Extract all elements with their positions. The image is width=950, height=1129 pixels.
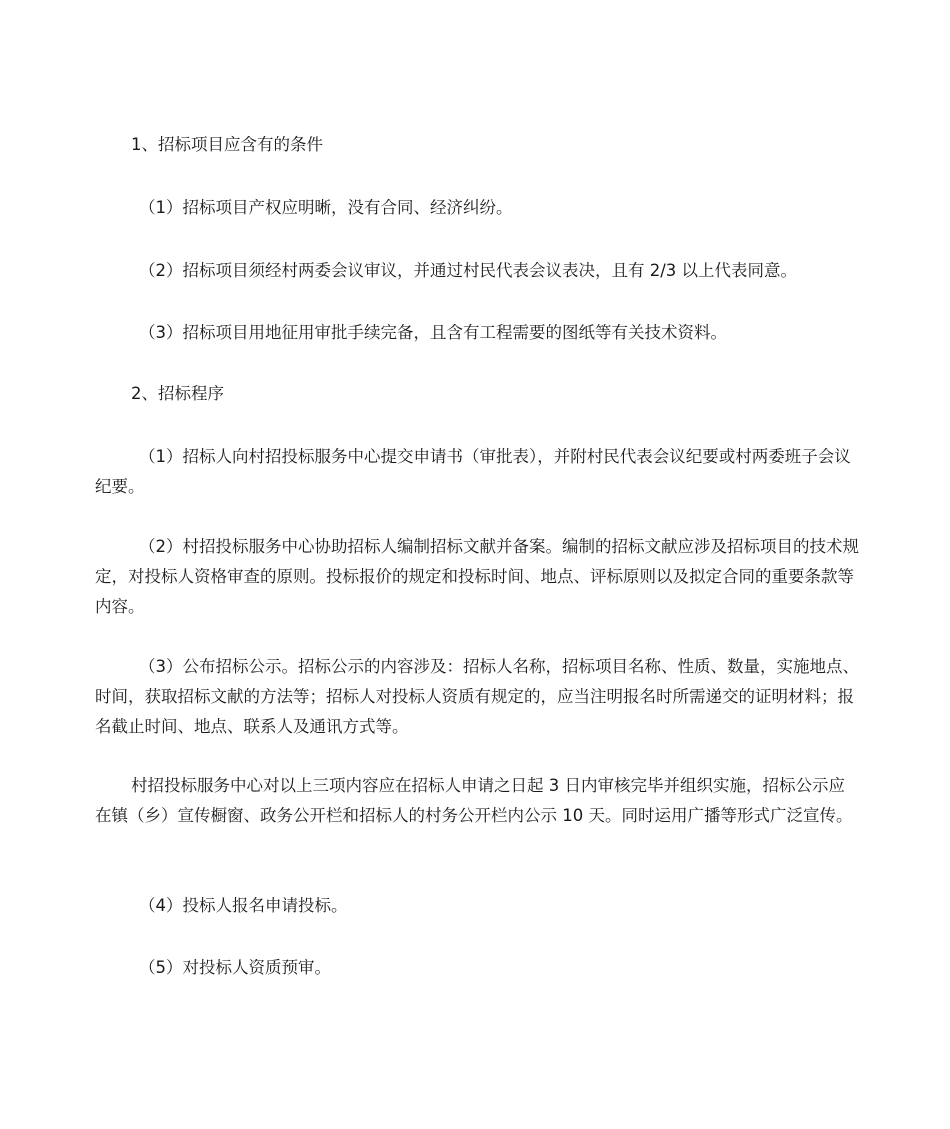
review-paragraph: 村招投标服务中心对以上三项内容应在招标人申请之日起 3 日内审核完毕并组织实施，招标公示应在镇（乡）宣传橱窗、政务公开栏和招标人的村务公开栏内公示 10 天。同时运用广播等形式广泛宣传。 xyxy=(95,776,853,825)
procedure-item-2: （2）村招投标服务中心协助招标人编制招标文献并备案。编制的招标文献应涉及招标项目的技术规定，对投标人资格审查的原则。投标报价的规定和投标时间、地点、评标原则以及拟定合同的重要条款等内容。 xyxy=(95,537,859,616)
procedure-item-1: （1）招标人向村招投标服务中心提交申请书（审批表），并附村民代表会议纪要或村两委班子会议纪要。 xyxy=(95,447,851,496)
condition-item-1: （1）招标项目产权应明晰，没有合同、经济纠纷。 xyxy=(139,198,513,217)
heading-bidding-procedure: 2、招标程序 xyxy=(131,384,224,403)
procedure-item-3: （3）公布招标公示。招标公示的内容涉及：招标人名称，招标项目名称、性质、数量，实施地点、时间，获取招标文献的方法等；招标人对投标人资质有规定的，应当注明报名时所需递交的证明材料；报名截止时间、地点、联系人及通讯方式等。 xyxy=(95,657,859,736)
procedure-item-5: （5）对投标人资质预审。 xyxy=(139,958,331,977)
procedure-item-4: （4）投标人报名申请投标。 xyxy=(139,896,348,915)
condition-item-2: （2）招标项目须经村两委会议审议，并通过村民代表会议表决，且有 2/3 以上代表同意。 xyxy=(139,261,798,280)
heading-bidding-conditions: 1、招标项目应含有的条件 xyxy=(131,135,323,154)
condition-item-3: （3）招标项目用地征用审批手续完备，且含有工程需要的图纸等有关技术资料。 xyxy=(139,323,727,342)
